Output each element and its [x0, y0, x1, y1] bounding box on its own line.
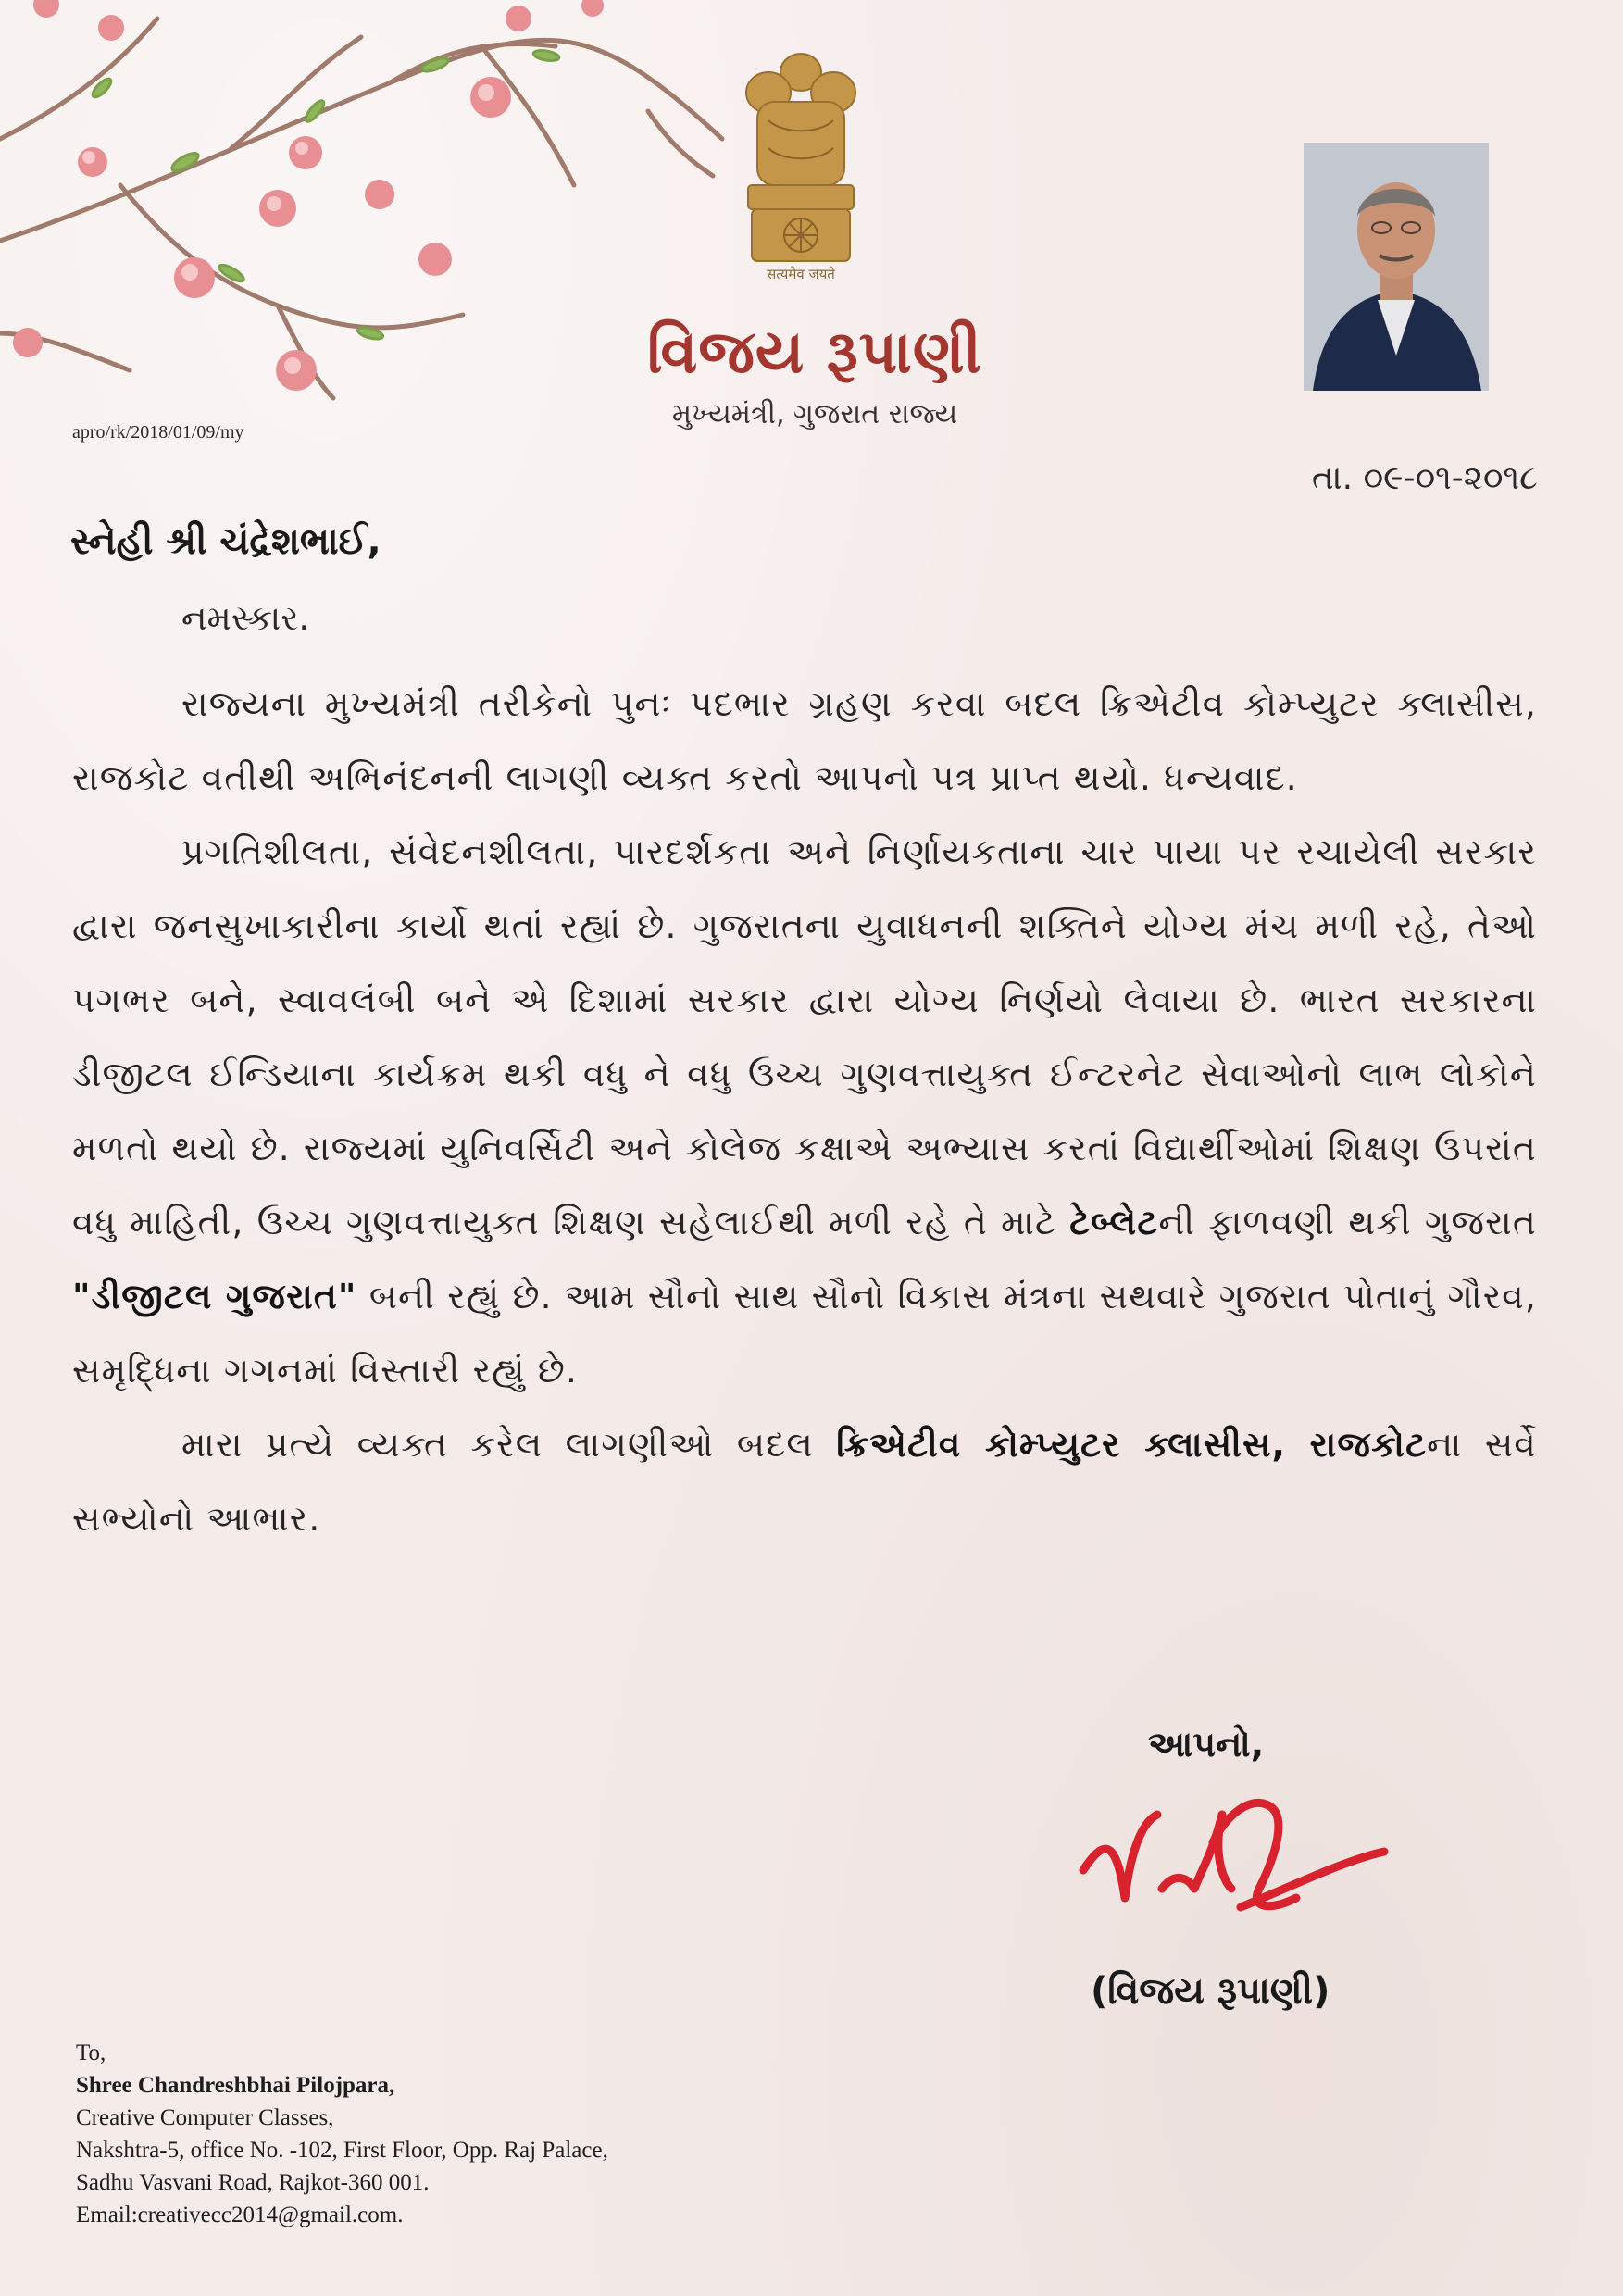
- paragraph-2-bold-tablet: ટેબ્લેટ: [1069, 1202, 1159, 1242]
- portrait-photo: [1304, 143, 1489, 391]
- address-recipient-name: Shree Chandreshbhai Pilojpara,: [76, 2073, 395, 2098]
- sender-name: વિજય રૂપાણી: [647, 318, 982, 387]
- address-email: Email:creativecc2014@gmail.com.: [76, 2202, 404, 2227]
- sender-title: મુખ્યમંત્રી, ગુજરાત રાજ્ય: [671, 398, 958, 430]
- person-portrait-icon: [1304, 143, 1489, 391]
- paragraph-2-text-a: પ્રગતિશીલતા, સંવેદનશીલતા, પારદર્શકતા અને નિર્ણાયકતાના ચાર પાયા પર રચાયેલી સરકાર દ્વારા જનસુખાકારીના કાર્યો થતાં રહ્યાં છે. ગુજરાતના યુવાધનની શક્તિને યોગ્ય મંચ મળી રહે, તેઓ પગભર બને, સ્વાવલંબી બને એ દિશામાં સરકાર દ્વારા યોગ્ય નિર્ણયો લેવાયા છે. ભારત સરકારના ડીજીટલ ઈન્ડિયાના કાર્યક્રમ થકી વધુ ને વધુ ઉચ્ચ ગુણવત્તાયુક્ત ઈન્ટરનેટ સેવાઓનો લાભ લોકોને મળતો થયો છે. રાજ્યમાં યુનિવર્સિટી અને કોલેજ કક્ષાએ અભ્યાસ કરતાં વિદ્યાર્થીઓમાં શિક્ષણ ઉપરાંત વધુ માહિતી, ઉચ્ચ ગુણવત્તાયુક્ત શિક્ષણ સહેલાઈથી મળી રહે તે માટે: [72, 831, 1537, 1242]
- address-line-3: Sadhu Vasvani Road, Rajkot-360 001.: [76, 2170, 430, 2195]
- paragraph-2-text-c: બની રહ્યું છે. આમ સૌનો સાથ સૌનો વિકાસ મંત્રના સથવારે ગુજરાત પોતાનું ગૌરવ, સમૃદ્ધિના ગગનમાં વિસ્તારી રહ્યું છે.: [72, 1276, 1537, 1391]
- salutation: સ્નેહી શ્રી ચંદ્રેશભાઈ,: [70, 520, 381, 563]
- letter-date: તા. ૦૯-૦૧-૨૦૧૮: [1311, 459, 1538, 497]
- signer-name: (વિજય રૂપાણી): [1091, 1970, 1330, 2013]
- greeting: નમસ્કાર.: [181, 598, 310, 638]
- paragraph-1-text: રાજ્યના મુખ્યમંત્રી તરીકેનો પુનઃ પદભાર ગ્રહણ કરવા બદલ ક્રિએટીવ કોમ્પ્યુટર ક્લાસીસ, રાજકોટ વતીથી અભિનંદનની લાગણી વ્યક્ત કરતો આપનો પત્ર પ્રાપ્ત થયો. ધન્યવાદ.: [72, 683, 1537, 798]
- national-emblem-icon: [731, 46, 870, 287]
- paragraph-2-bold-digital-gujarat: "ડીજીટલ ગુજરાત": [72, 1276, 357, 1316]
- recipient-address: [76, 2037, 608, 2231]
- paragraph-2-text-b: ની ફાળવણી થકી ગુજરાત: [1158, 1202, 1537, 1242]
- emblem-motto: सत्यमेव जयते: [767, 266, 835, 282]
- closing: આપનો,: [1148, 1724, 1265, 1765]
- paragraph-1: [72, 667, 1537, 815]
- paragraph-3-text-b: ના સર્વે સભ્યોનો આભાર.: [72, 1424, 1537, 1539]
- paragraph-3: [72, 1407, 1537, 1555]
- signature-icon: [1074, 1778, 1389, 1935]
- address-line-2: Nakshtra-5, office No. -102, First Floor, Opp. Raj Palace,: [76, 2138, 608, 2163]
- paragraph-3-text-a: મારા પ્રત્યે વ્યક્ત કરેલ લાગણીઓ બદલ: [181, 1424, 837, 1465]
- address-line-1: Creative Computer Classes,: [76, 2105, 334, 2130]
- address-to: To,: [76, 2040, 106, 2065]
- paragraph-2: [72, 815, 1537, 1407]
- letter-body: [72, 667, 1537, 1555]
- reference-number: apro/rk/2018/01/09/my: [72, 422, 244, 443]
- paragraph-3-bold-org: ક્રિએટીવ કોમ્પ્યુટર ક્લાસીસ, રાજકોટ: [836, 1424, 1428, 1465]
